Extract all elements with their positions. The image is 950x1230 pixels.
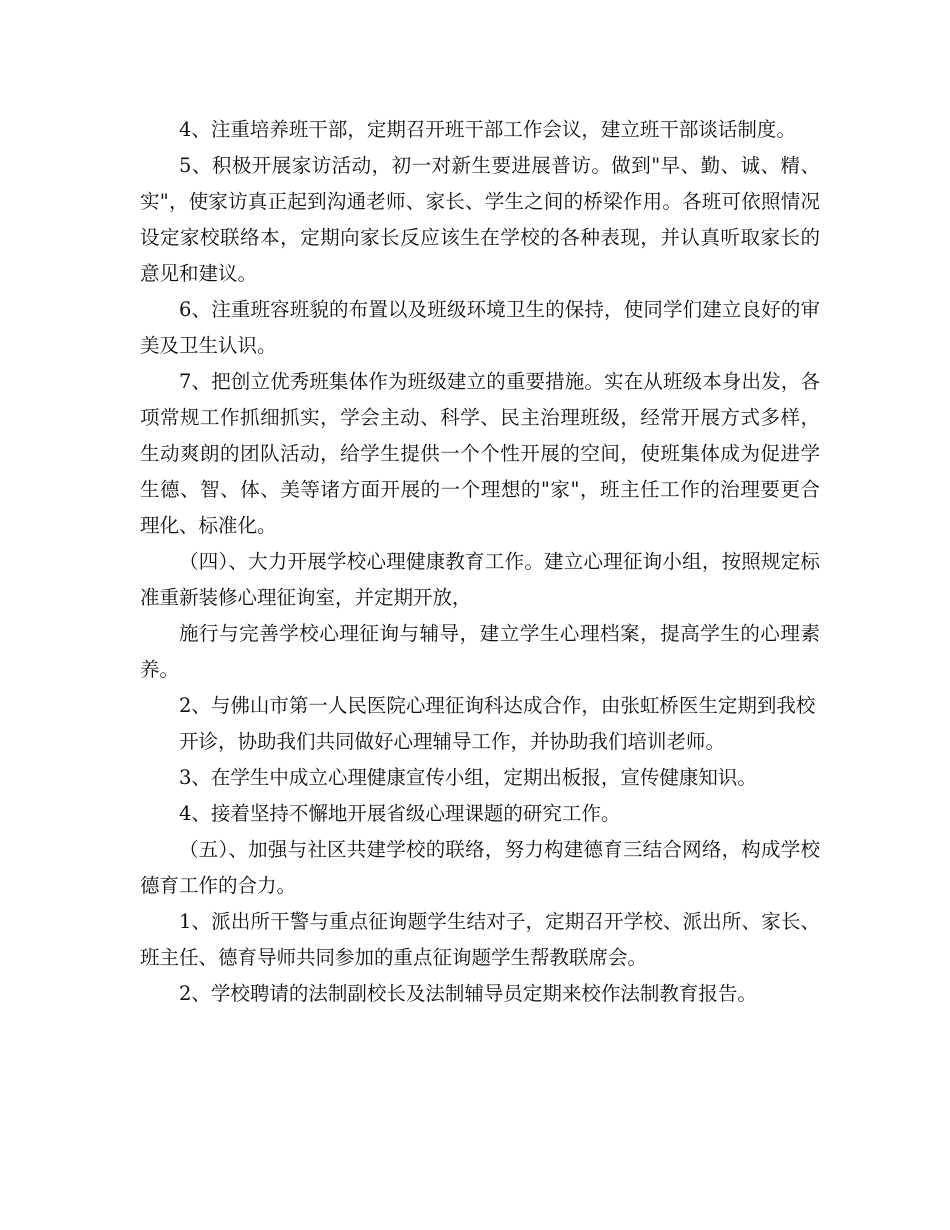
paragraph-psych-counseling: 施行与完善学校心理征询与辅导，建立学生心理档案，提高学生的心理素养。 xyxy=(140,622,820,681)
paragraph-section-five-heading: （五）、加强与社区共建学校的联络，努力构建德育三结合网络，构成学校德育工作的合力。 xyxy=(140,838,820,897)
paragraph-class-cadres: 4、注重培养班干部，定期召开班干部工作会议，建立班干部谈话制度。 xyxy=(179,118,796,141)
paragraph-publicity-group: 3、在学生中成立心理健康宣传小组，定期出板报，宣传健康知识。 xyxy=(179,766,757,789)
paragraph-home-visits: 5、积极开展家访活动，初一对新生要进展普访。做到"早、勤、诚、精、实"，使家访真正起到沟通老师、家长、学生之间的桥梁作用。各班可依照情况设定家校联络本，定期向家长反应该生在学校的各种表现，并认真听取家长的意见和建议。 xyxy=(140,154,820,285)
paragraph-class-appearance: 6、注重班容班貌的布置以及班级环境卫生的保持，使同学们建立良好的审美及卫生认识。 xyxy=(140,298,820,357)
paragraph-section-four-heading: （四）、大力开展学校心理健康教育工作。建立心理征询小组，按照规定标准重新装修心理征询室，并定期开放， xyxy=(140,550,820,609)
document-body xyxy=(140,112,820,1012)
paragraph-legal-education: 2、学校聘请的法制副校长及法制辅导员定期来校作法制教育报告。 xyxy=(179,982,757,1005)
paragraph-excellent-class: 7、把创立优秀班集体作为班级建立的重要措施。实在从班级本身出发，各项常规工作抓细抓实，学会主动、科学、民主治理班级，经常开展方式多样，生动爽朗的团队活动，给学生提供一个个性开展的空间，使班集体成为促进学生德、智、体、美等诸方面开展的一个理想的"家"，班主任工作的治理要更合理化、标准化。 xyxy=(140,370,820,537)
paragraph-research-project: 4、接着坚持不懈地开展省级心理课题的研究工作。 xyxy=(179,802,621,825)
paragraph-hospital-cooperation: 2、与佛山市第一人民医院心理征询科达成合作，由张虹桥医生定期到我校 xyxy=(179,694,816,717)
paragraph-clinic-training: 开诊，协助我们共同做好心理辅导工作，并协助我们培训老师。 xyxy=(179,730,726,753)
paragraph-police-pairing: 1、派出所干警与重点征询题学生结对子，定期召开学校、派出所、家长、班主任、德育导师共同参加的重点征询题学生帮教联席会。 xyxy=(140,910,820,969)
